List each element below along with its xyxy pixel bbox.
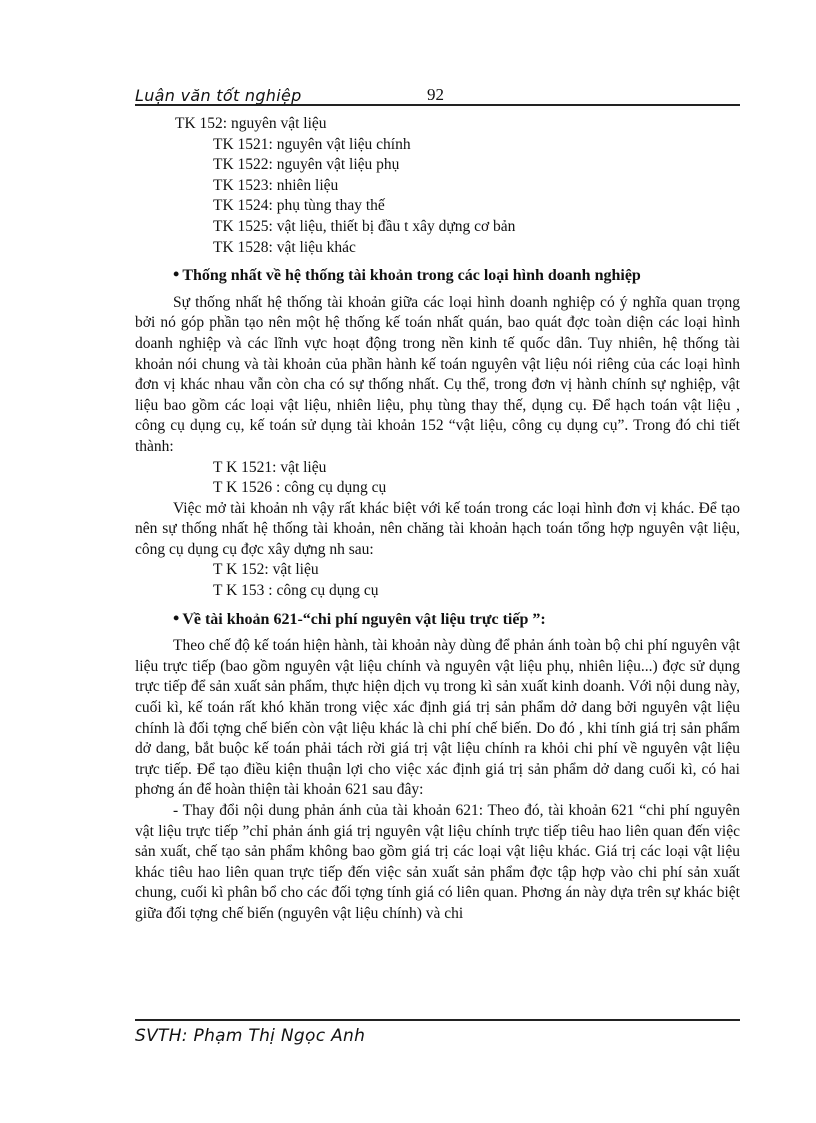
bullet-icon: • [173,607,180,628]
header-title: Luận văn tốt nghiệp [135,86,302,105]
account-sub-item: TK 1525: vật liệu, thiết bị đầu t xây dựng cơ bản [213,217,516,235]
section-heading [135,608,740,631]
paragraph: Sự thống nhất hệ thống tài khoản giữa các loại hình doanh nghiệp có ý nghĩa quan trọng bởi nó góp phần tạo nên một hệ thống kế toán nhất quán, bao quát đợc toàn diện các loại hình doanh nghiệp và các lĩnh vực hoạt động trong nền kinh tế quốc dân. Tuy nhiên, hệ thống tài khoản nói chung và tài khoản của phần hành kế toán nguyên vật liệu nói riêng của các loại hình đơn vị khác nhau vẫn còn cha có sự thống nhất. Cụ thể, trong đơn vị hành chính sự nghiệp, vật liệu bao gồm các loại vật liệu, nhiên liệu, phụ tùng thay thế, dụng cụ. Để hạch toán vật liệu , công cụ dụng cụ, kế toán sử dụng tài khoản 152 “vật liệu, công cụ dụng cụ”. Trong đó chi tiết thành: [135,293,740,455]
account-item: T K 152: vật liệu [213,561,319,579]
paragraph: - Thay đổi nội dung phản ánh của tài khoản 621: Theo đó, tài khoản 621 “chi phí nguyên vật liệu trực tiếp ”chỉ phản ánh giá trị nguyên vật liệu chính trực tiếp tiêu hao liên quan đến việc sản xuất, chế tạo sản phẩm không bao gồm giá trị các loại vật liệu khác. Giá trị các loại vật liệu khác tiêu hao liên quan trực tiếp đến việc sản xuất sản phẩm đợc tập hợp vào chi phí sản xuất chung, cuối kì phân bổ cho các đối tợng tính giá có liên quan. Phơng án này dựa trên sự khác biệt giữa đối tợng chế biến (nguyên vật liệu chính) và chi [135,802,740,922]
account-sub-item: TK 1528: vật liệu khác [213,238,356,256]
footer-author: SVTH: Phạm Thị Ngọc Anh [135,1026,366,1046]
account-item: T K 1526 : công cụ dụng cụ [213,479,387,497]
page-number: 92 [427,85,444,104]
paragraph: Theo chế độ kế toán hiện hành, tài khoản này dùng để phản ánh toàn bộ chi phí nguyên vật liệu trực tiếp (bao gồm nguyên vật liệu chính và nguyên vật liệu phụ, nhiên liệu...) đợc sử dụng trực tiếp để sản xuất sản phẩm, thực hiện dịch vụ trong kì sản xuất kinh doanh. Với nội dung này, cuối kì, kế toán rất khó khăn trong việc xác định giá trị sản phẩm dở dang bởi nguyên vật liệu chính là đối tợng chế biến còn vật liệu khác là chi phí chế biến. Do đó , khi tính giá trị sản phẩm dở dang, bắt buộc kế toán phải tách rời giá trị vật liệu chính ra khỏi chi phí về nguyên vật liệu trực tiếp. Để tạo điều kiện thuận lợi cho việc xác định giá trị sản phẩm dở dang cuối kì, có hai phơng án để hoàn thiện tài khoản 621 sau đây: [135,637,740,799]
bullet-icon: • [173,264,180,285]
footer-rule [135,1019,740,1021]
section-heading [135,264,740,287]
body-text [135,114,740,925]
section-heading-text: Thống nhất về hệ thống tài khoản trong các loại hình doanh nghiệp [182,267,641,285]
account-sub-item: TK 1522: nguyên vật liệu phụ [213,156,400,174]
account-sub-item: TK 1524: phụ tùng thay thế [213,197,385,215]
account-item: T K 153 : công cụ dụng cụ [213,582,379,600]
account-sub-item: TK 1521: nguyên vật liệu chính [213,135,411,153]
account-item: T K 1521: vật liệu [213,458,327,476]
section-heading-text: Về tài khoản 621-“chi phí nguyên vật liệu trực tiếp ”: [182,610,546,628]
account-sub-item: TK 1523: nhiên liệu [213,176,339,194]
account-main: TK 152: nguyên vật liệu [175,115,327,132]
header-rule [135,104,740,106]
paragraph: Việc mở tài khoản nh vậy rất khác biệt với kế toán trong các loại hình đơn vị khác. Để tạo nên sự thống nhất hệ thống tài khoản, nên chăng tài khoản hạch toán tổng hợp nguyên vật liệu, công cụ dụng cụ đợc xây dựng nh sau: [135,499,740,558]
